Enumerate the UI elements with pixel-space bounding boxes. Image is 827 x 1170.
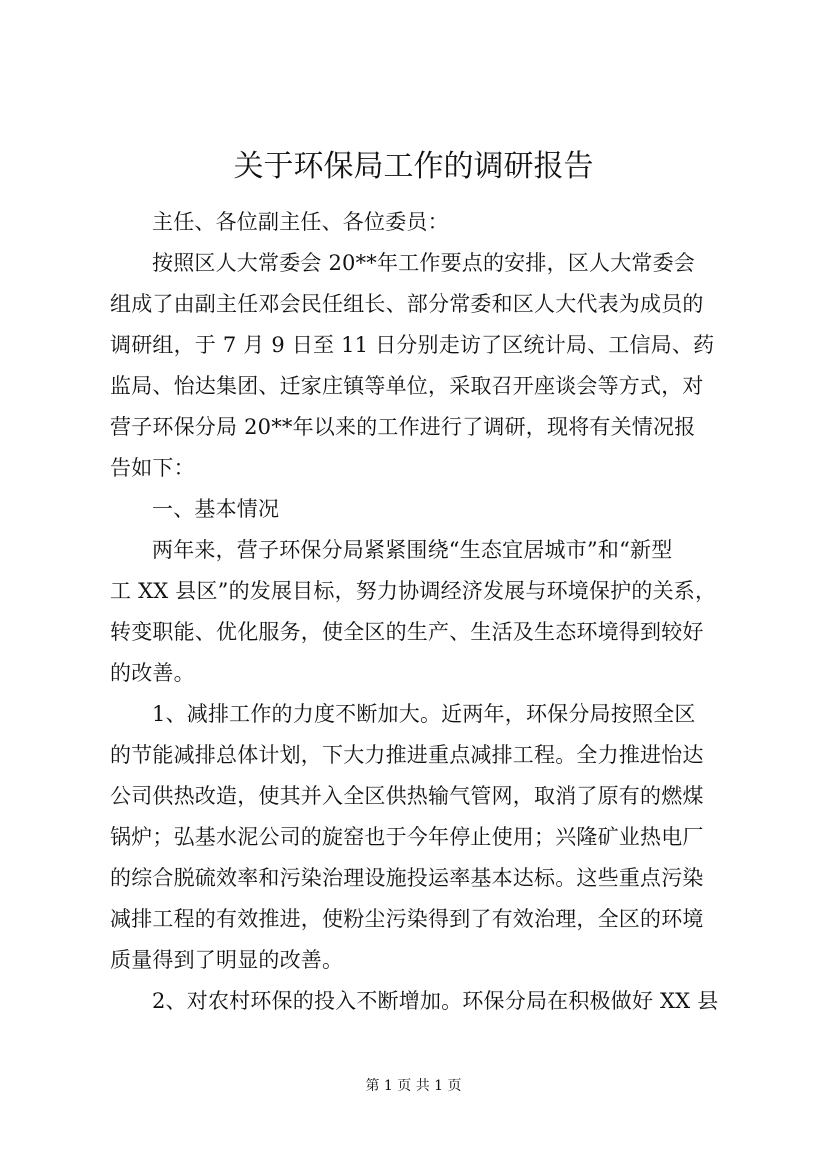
- text-line: 转变职能、优化服务，使全区的生产、生活及生态环境得到较好: [110, 620, 704, 644]
- page-footer: 第 1 页 共 1 页: [365, 1078, 462, 1094]
- text-line: 组成了由副主任邓会民任组长、部分常委和区人大代表为成员的: [110, 292, 704, 316]
- text-line: 锅炉；弘基水泥公司的旋窑也于今年停止使用；兴隆矿业热电厂: [110, 825, 704, 849]
- text-line: 1、减排工作的力度不断加大。近两年，环保分局按照全区: [152, 702, 696, 726]
- document-title: 关于环保局工作的调研报告: [233, 149, 594, 184]
- section-heading: 一、基本情况: [152, 497, 280, 521]
- text-line: 减排工程的有效推进，使粉尘污染得到了有效治理，全区的环境: [110, 907, 704, 931]
- text-line: 营子环保分局 20**年以来的工作进行了调研，现将有关情况报: [110, 415, 696, 439]
- text-line: 的节能减排总体计划，下大力推进重点减排工程。全力推进怡达: [110, 743, 704, 767]
- text-line: 两年来，营子环保分局紧紧围绕“生态宜居城市”和“新型: [152, 538, 673, 562]
- document-body: [110, 202, 722, 1022]
- text-line: 2、对农村环保的投入不断增加。环保分局在积极做好 XX 县: [152, 989, 719, 1013]
- text-line: 调研组，于 7 月 9 日至 11 日分别走访了区统计局、工信局、药: [110, 333, 715, 357]
- text-line: 监局、怡达集团、迁家庄镇等单位，采取召开座谈会等方式，对: [110, 374, 704, 398]
- text-line: 的改善。: [110, 661, 195, 685]
- text-line: 的综合脱硫效率和污染治理设施投运率基本达标。这些重点污染: [110, 866, 704, 890]
- text-line: 按照区人大常委会 20**年工作要点的安排，区人大常委会: [152, 251, 695, 275]
- text-line: 质量得到了明显的改善。: [110, 948, 344, 972]
- text-line: 主任、各位副主任、各位委员：: [152, 210, 449, 234]
- text-line: 工 XX 县区”的发展目标，努力协调经济发展与环境保护的关系，: [110, 579, 717, 603]
- text-line: 告如下：: [110, 456, 195, 480]
- text-line: 公司供热改造，使其并入全区供热输气管网，取消了原有的燃煤: [110, 784, 704, 808]
